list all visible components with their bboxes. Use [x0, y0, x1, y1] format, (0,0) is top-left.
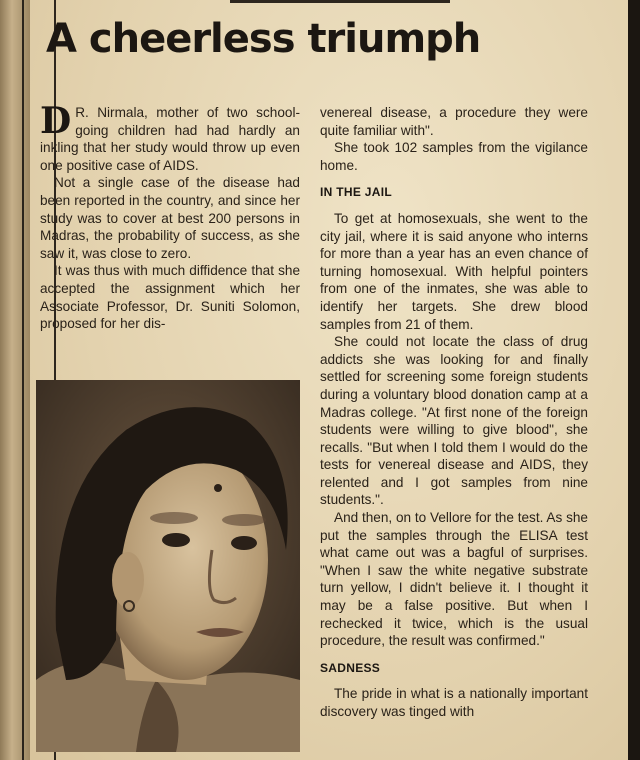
paragraph-4: venereal disease, a procedure they were quite familiar with".: [320, 105, 588, 138]
subheading-sadness: SADNESS: [320, 660, 381, 675]
drop-cap: D: [40, 100, 72, 142]
top-rule: [230, 0, 450, 3]
paragraph-7: She could not locate the class of drug addicts she was looking for and finally settled for screening some foreign students during a voluntary blood donation camp at a Madras college. "At first none of the foreign students were willing to give blood", she recalls. "But when I told them I would do the tests for venereal disease and AIDS, they relented and I got samples from nine students.".: [320, 334, 588, 508]
subheading-in-the-jail: IN THE JAIL: [320, 185, 392, 200]
portrait-image: [36, 380, 300, 752]
column-2: [320, 104, 588, 721]
background-edge: [628, 0, 640, 760]
paragraph-3: It was thus with much diffidence that she accepted the assignment which her Associate Professor, Dr. Suniti Solomon, proposed for her dis-: [40, 263, 300, 332]
paragraph-5: She took 102 samples from the vigilance home.: [320, 140, 588, 173]
portrait-photo: [36, 380, 300, 752]
headline: A cheerless triumph: [46, 16, 481, 62]
adjacent-page-edge: [0, 0, 30, 760]
paragraph-6: To get at homosexuals, she went to the city jail, where it is said anyone who interns for more than a year has an even chance of turning homosexual. With helpful pointers from one of the inmates, she was able to identify her targets. She drew blood samples from 21 of them.: [320, 210, 588, 332]
paragraph-8: And then, on to Vellore for the test. As she put the samples through the ELISA test what came out was a bagful of surprises. "When I saw the white negative substrate turn yellow, I didn't believe it. I thought it may be a false positive. But when I rechecked it twice, which is the usual procedure, the result was confirmed.": [320, 510, 588, 649]
paragraph-1: [40, 100, 300, 174]
paragraph-2: Not a single case of the disease had been reported in the country, and since her study was to cover at best 200 persons in Madras, the probability of success, as she saw it, was close to zero.: [40, 175, 300, 261]
column-1: [40, 100, 300, 333]
paragraph-9: The pride in what is a nationally important discovery was tinged with: [320, 686, 588, 719]
paragraph-1-text: R. Nirmala, mother of two school-going children had had hardly an inkling that her study would throw up even one positive case of AIDS.: [40, 105, 300, 173]
